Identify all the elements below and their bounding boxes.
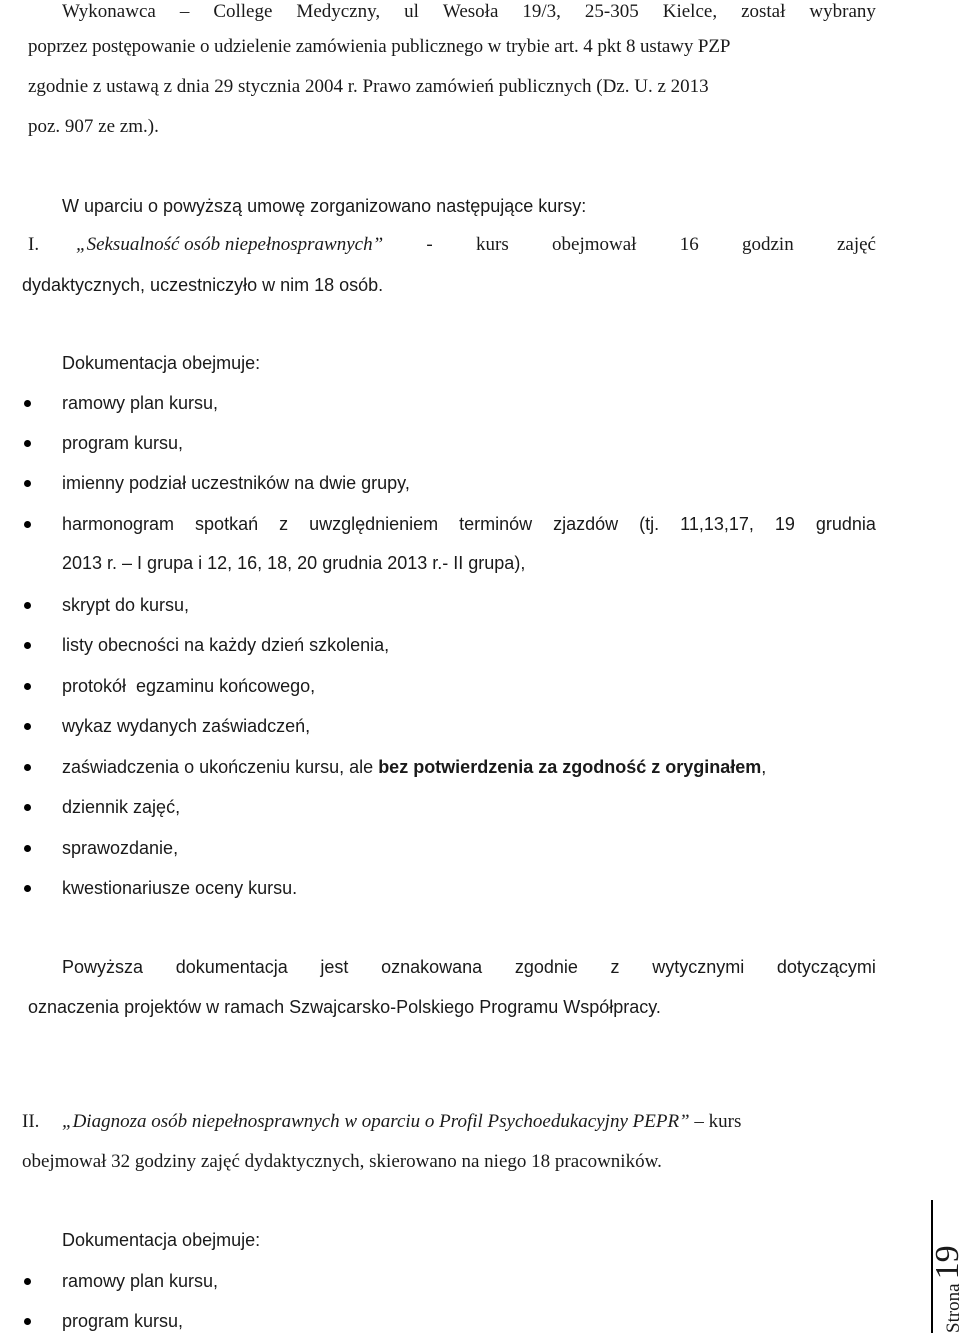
list-item: ramowy plan kursu,: [62, 393, 219, 413]
list-item: wykaz wydanych zaświadczeń,: [62, 716, 311, 736]
intro-line-3: zgodnie z ustawą z dnia 29 stycznia 2004 r. Prawo zamówień publicznych (Dz. U. z 2013: [28, 76, 709, 97]
zaswiadczenia-text: zaświadczenia o ukończeniu kursu, ale: [62, 757, 379, 777]
section-1-doc-header: Dokumentacja obejmuje:: [62, 353, 261, 373]
word: 11,13,17,: [680, 514, 754, 534]
word: 16: [679, 234, 699, 255]
word: 25-305: [584, 1, 639, 22]
word: -: [426, 234, 433, 255]
word: dokumentacja: [175, 957, 288, 977]
section-1-numeral: I.: [28, 234, 40, 255]
page-footer: [925, 993, 965, 1333]
bullet-icon: [24, 642, 31, 649]
word: 19/3,: [522, 1, 561, 22]
word: obejmował: [552, 234, 637, 255]
section-2-line-2: obejmował 32 godziny zajęć dydaktycznych, skierowano na niego 18 pracowników.: [22, 1151, 662, 1172]
page-number: 19: [929, 1245, 966, 1280]
word: harmonogram: [62, 514, 175, 534]
list-item-harmonogram: [62, 512, 876, 536]
word: zajęć: [836, 234, 876, 255]
page-label: Strona: [943, 1283, 964, 1333]
list-item: ramowy plan kursu,: [62, 1271, 219, 1291]
intro-line-2: poprzez postępowanie o udzielenie zamówienia publicznego w trybie art. 4 pkt 8 ustawy PZP: [28, 36, 731, 57]
word: z: [610, 957, 620, 977]
bullet-icon: [24, 400, 31, 407]
word: 19: [774, 514, 795, 534]
word: spotkań: [195, 514, 259, 534]
bullet-icon: [24, 602, 31, 609]
word: Wykonawca: [62, 1, 156, 22]
list-item: kwestionariusze oceny kursu.: [62, 878, 298, 898]
word: uwzględnieniem: [309, 514, 439, 534]
word: dotyczącymi: [776, 957, 876, 977]
word: jest: [320, 957, 349, 977]
bullet-icon: [24, 1278, 31, 1285]
bullet-icon: [24, 683, 31, 690]
courses-intro: W uparciu o powyższą umowę zorganizowano następujące kursy:: [62, 196, 587, 216]
word: godzin: [741, 234, 794, 255]
word: grudnia: [815, 514, 876, 534]
list-item: program kursu,: [62, 433, 184, 453]
word: terminów: [459, 514, 533, 534]
word: wybrany: [809, 1, 876, 22]
intro-line-4: poz. 907 ze zm.).: [28, 116, 159, 137]
word: oznakowana: [381, 957, 483, 977]
bullet-icon: [24, 804, 31, 811]
word: został: [741, 1, 786, 22]
list-item: program kursu,: [62, 1311, 184, 1331]
section-2-title: „Diagnoza osób niepełnosprawnych w oparciu o Profil Psychoedukacyjny PEPR”: [62, 1111, 690, 1132]
section-2-heading: [62, 1110, 741, 1134]
intro-line-1: [62, 0, 876, 24]
section-2-title-suffix: – kurs: [689, 1111, 742, 1132]
section-2-doc-header: Dokumentacja obejmuje:: [62, 1230, 261, 1250]
word: kurs: [476, 234, 509, 255]
word: (tj.: [639, 514, 660, 534]
word: –: [179, 1, 190, 22]
word: ul: [404, 1, 419, 22]
word: wytycznymi: [652, 957, 745, 977]
list-item: skrypt do kursu,: [62, 595, 190, 615]
note-line-2: oznaczenia projektów w ramach Szwajcarsko-Polskiego Programu Współpracy.: [28, 997, 661, 1017]
bullet-icon: [24, 764, 31, 771]
word: zgodnie: [514, 957, 578, 977]
list-item: sprawozdanie,: [62, 838, 179, 858]
zaswiadczenia-suffix: ,: [761, 757, 767, 777]
list-item: listy obecności na każdy dzień szkolenia,: [62, 635, 390, 655]
list-item: protokół egzaminu końcowego,: [62, 676, 316, 696]
bullet-icon: [24, 480, 31, 487]
list-item-harmonogram-line-2: 2013 r. – I grupa i 12, 16, 18, 20 grudnia 2013 r.- II grupa),: [62, 553, 526, 573]
bullet-icon: [24, 521, 31, 528]
bullet-icon: [24, 440, 31, 447]
list-item: imienny podział uczestników na dwie grupy,: [62, 473, 410, 493]
word: Powyższa: [62, 957, 144, 977]
bullet-icon: [24, 845, 31, 852]
word: Medyczny,: [296, 1, 381, 22]
bullet-icon: [24, 885, 31, 892]
note-line-1: [62, 955, 876, 979]
bullet-icon: [24, 1318, 31, 1325]
section-2-numeral: II.: [22, 1111, 40, 1132]
section-1-heading: [76, 233, 876, 257]
word: zjazdów: [553, 514, 619, 534]
bullet-icon: [24, 723, 31, 730]
section-1-title: „Seksualność osób niepełnosprawnych”: [76, 234, 384, 255]
word: College: [213, 1, 273, 22]
word: Kielce,: [662, 1, 718, 22]
list-item-zaswiadczenia: [62, 755, 766, 779]
list-item: dziennik zajęć,: [62, 797, 181, 817]
word: z: [279, 514, 289, 534]
section-1-line-2: dydaktycznych, uczestniczyło w nim 18 osób.: [22, 275, 384, 295]
word: Wesoła: [442, 1, 499, 22]
zaswiadczenia-bold-text: bez potwierdzenia za zgodność z oryginałem: [378, 757, 762, 777]
